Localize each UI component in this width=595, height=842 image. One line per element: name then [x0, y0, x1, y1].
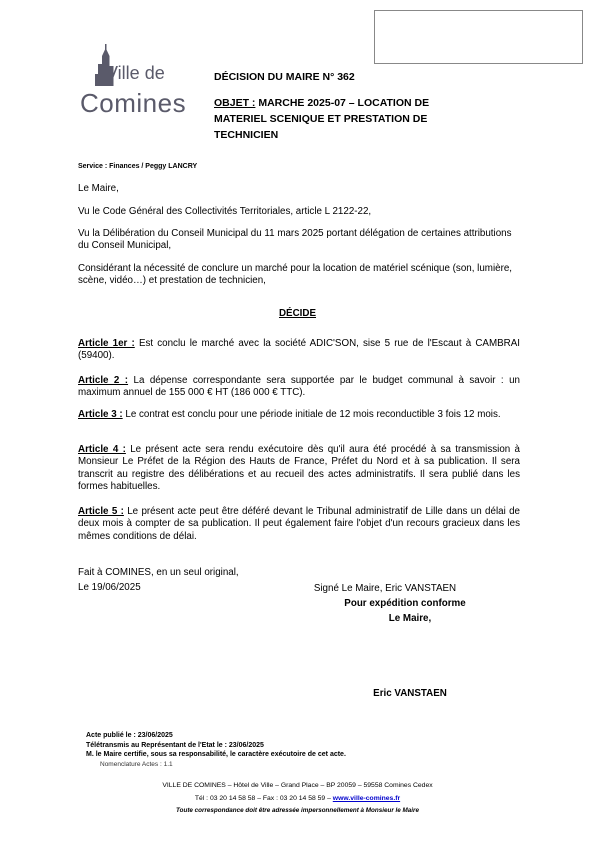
objet-text: MARCHE 2025-07 – LOCATION DE MATERIEL SCENIQUE ET PRESTATION DE TECHNICIEN	[214, 97, 430, 141]
article-3	[78, 409, 520, 421]
article-4	[78, 444, 520, 494]
logo-text-comines: Comines	[80, 88, 187, 118]
service-line: Service : Finances / Peggy LANCRY	[78, 163, 198, 170]
objet	[214, 95, 484, 143]
vu-deliberation: Vu la Délibération du Conseil Municipal du 11 mars 2025 portant délégation de certaines attributions du Conseil Municipal,	[78, 228, 512, 252]
article-label: Article 3 :	[78, 409, 123, 420]
objet-label: OBJET :	[214, 97, 256, 109]
signe-le-maire: Signé Le Maire, Eric VANSTAEN	[313, 583, 457, 594]
article-5	[78, 506, 520, 543]
fait-a: Fait à COMINES, en un seul original,	[78, 567, 239, 578]
article-label: Article 4 :	[78, 444, 126, 455]
article-label: Article 5 :	[78, 506, 124, 517]
footer-address: VILLE DE COMINES – Hôtel de Ville – Grand Place – BP 20059 – 59558 Comines Cedex	[162, 782, 433, 789]
website-link[interactable]: www.ville-comines.fr	[332, 795, 401, 802]
article-text: La dépense correspondante sera supportée par le budget communal à savoir : un maximum annuel de 155 000 € HT (186 000 € TTC).	[78, 375, 520, 399]
article-label: Article 1er :	[78, 338, 135, 349]
footer-contact	[0, 795, 595, 802]
vu-code: Vu le Code Général des Collectivités Territoriales, article L 2122-22,	[78, 206, 372, 217]
footer-tel: Tél : 03 20 14 58 58 – Fax : 03 20 14 58 59 –	[194, 795, 333, 802]
logo-text-ville: Ville de	[106, 63, 165, 83]
footer-note: Toute correspondance doit être adressée impersonnellement à Monsieur le Maire	[176, 807, 419, 814]
publication-block	[86, 731, 346, 769]
article-text: Est conclu le marché avec la société ADIC'SON, sise 5 rue de l'Escaut à CAMBRAI (59400).	[78, 338, 520, 362]
signature-date: Le 19/06/2025	[78, 582, 141, 593]
article-text: Le contrat est conclu pour une période initiale de 12 mois reconductible 3 fois 12 mois.	[122, 409, 501, 420]
mayor-name: Eric VANSTAEN	[373, 688, 447, 699]
decision-title: DÉCISION DU MAIRE N° 362	[214, 71, 355, 83]
decide-heading: DÉCIDE	[278, 308, 317, 319]
le-maire-heading: Le Maire,	[78, 183, 119, 194]
considerant: Considérant la nécessité de conclure un marché pour la location de matériel scénique (son, lumière, scène, vidéo…) et prestation de technicien,	[78, 263, 513, 287]
le-maire-signature: Le Maire,	[388, 613, 432, 624]
acte-publie: Acte publié le : 23/06/2025	[86, 732, 173, 739]
article-label: Article 2 :	[78, 375, 129, 386]
nomenclature: Nomenclature Actes : 1.1	[100, 760, 173, 768]
article-text: Le présent acte peut être déféré devant le Tribunal administratif de Lille dans un délai de deux mois à compter de sa publication. Il peut également faire l'objet d'un recours gracieux dans les mêmes conditions de délai.	[78, 506, 520, 542]
stamp-box	[374, 10, 583, 64]
article-text: Le présent acte sera rendu exécutoire dès qu'il aura été procédé à sa transmission à Monsieur Le Préfet de la Région des Hauts de France, Préfet du Nord et à sa publication. Il sera transcrit au registre des délibérations et au recueil des actes administratifs. Il sera publié dans les formes habituelles.	[78, 444, 521, 493]
pour-expedition: Pour expédition conforme	[344, 598, 466, 609]
certification: M. le Maire certifie, sous sa responsabilité, le caractère exécutoire de cet acte.	[86, 751, 346, 758]
article-2	[78, 375, 520, 400]
article-1	[78, 338, 520, 363]
teletransmis: Télétransmis au Représentant de l'Etat le : 23/06/2025	[86, 741, 264, 749]
